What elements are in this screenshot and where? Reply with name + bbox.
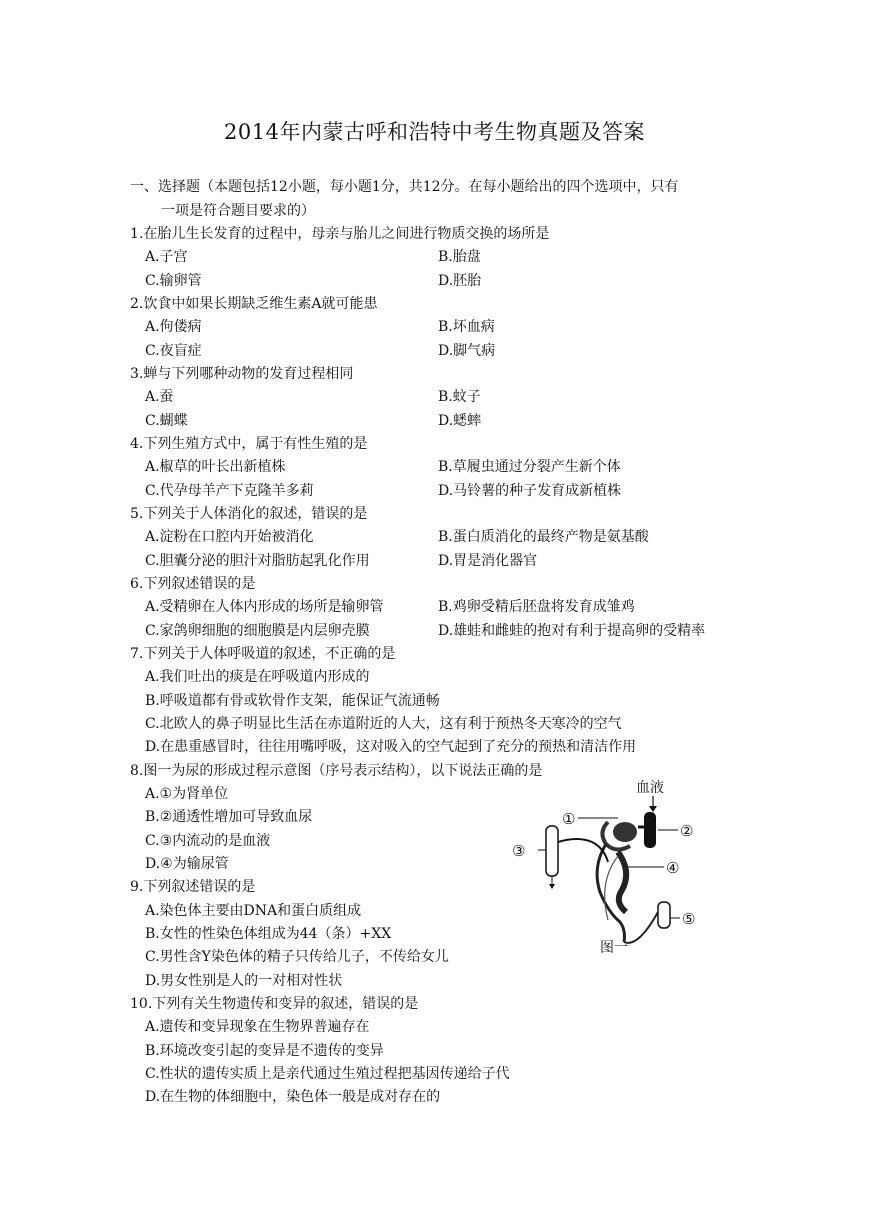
option: C.夜盲症 [145, 343, 202, 359]
option: B.草履虫通过分裂产生新个体 [438, 459, 621, 475]
question-stem: 7.下列关于人体呼吸道的叙述，不正确的是 [130, 646, 396, 662]
duct-arrow [549, 884, 555, 889]
option: A.受精卵在人体内形成的场所是输卵管 [145, 599, 384, 615]
option: A.椒草的叶长出新植株 [145, 459, 286, 475]
option: A.我们吐出的痰是在呼吸道内形成的 [145, 669, 370, 685]
label-2: ② [680, 822, 694, 840]
arrow-head [649, 806, 657, 812]
option: C.北欧人的鼻子明显比生活在赤道附近的人大，这有利于预热冬天寒冷的空气 [145, 716, 622, 732]
option: A.子宫 [145, 249, 188, 265]
option: C.③内流动的是血液 [145, 833, 271, 849]
option: D.蟋蟀 [438, 413, 482, 429]
option: B.胎盘 [438, 249, 481, 265]
question-stem: 1.在胎儿生长发育的过程中，母亲与胎儿之间进行物质交换的场所是 [130, 226, 550, 242]
question-stem: 4.下列生殖方式中，属于有性生殖的是 [130, 436, 368, 452]
blood-label: 血液 [636, 780, 664, 796]
label-5: ⑤ [682, 910, 696, 928]
option: B.环境改变引起的变异是不遗传的变异 [145, 1043, 384, 1059]
option: D.脚气病 [438, 343, 496, 359]
option: D.④为输尿管 [145, 856, 229, 872]
question-stem: 6.下列叙述错误的是 [130, 576, 256, 592]
option: D.雄蛙和雌蛙的抱对有利于提高卵的受精率 [438, 623, 706, 639]
question-stem: 2.饮食中如果长期缺乏维生素A就可能患 [130, 296, 378, 312]
figure-caption: 图一 [600, 940, 628, 956]
option: B.②通透性增加可导致血尿 [145, 809, 313, 825]
vessel-5 [658, 902, 670, 928]
option: A.蚕 [145, 389, 174, 405]
option: B.女性的性染色体组成为44（条）+XX [145, 926, 392, 942]
section-heading: 一、选择题（本题包括12小题，每小题1分，共12分。在每小题给出的四个选项中，只有 [130, 179, 679, 195]
question-stem: 3.蝉与下列哪种动物的发育过程相同 [130, 366, 354, 382]
label-4: ④ [666, 859, 680, 877]
option: A.①为肾单位 [145, 786, 229, 802]
label-1: ① [562, 810, 576, 828]
question-stem: 10.下列有关生物遗传和变异的叙述，错误的是 [130, 996, 419, 1012]
section-heading-cont: 一项是符合题目要求的） [161, 203, 315, 219]
label-3: ③ [512, 842, 526, 860]
question-stem: 5.下列关于人体消化的叙述，错误的是 [130, 506, 368, 522]
option: B.蛋白质消化的最终产物是氨基酸 [438, 529, 649, 545]
page-title: 2014年内蒙古呼和浩特中考生物真题及答案 [224, 120, 645, 144]
glomerulus [613, 822, 637, 842]
nephron-diagram [508, 772, 728, 962]
option: C.胆囊分泌的胆汁对脂肪起乳化作用 [145, 553, 370, 569]
option: C.输卵管 [145, 273, 202, 289]
option: B.鸡卵受精后胚盘将发育成雏鸡 [438, 599, 635, 615]
capillary-network [618, 852, 626, 912]
option: C.男性含Y染色体的精子只传给儿子，不传给女儿 [145, 949, 449, 965]
option: D.马铃薯的种子发育成新植株 [438, 483, 622, 499]
option: C.代孕母羊产下克隆羊多莉 [145, 483, 314, 499]
question-stem: 8.图一为尿的形成过程示意图（序号表示结构），以下说法正确的是 [130, 763, 543, 779]
option: B.蚊子 [438, 389, 481, 405]
option: D.男女性别是人的一对相对性状 [145, 973, 343, 989]
option: D.在生物的体细胞中，染色体一般是成对存在的 [145, 1089, 441, 1105]
option: D.胃是消化器官 [438, 553, 538, 569]
option: A.染色体主要由DNA和蛋白质组成 [145, 903, 362, 919]
option: D.在患重感冒时，往往用嘴呼吸，这对吸入的空气起到了充分的预热和清洁作用 [145, 739, 637, 755]
option: A.遗传和变异现象在生物界普遍存在 [145, 1019, 370, 1035]
option: C.性状的遗传实质上是亲代通过生殖过程把基因传递给子代 [145, 1066, 510, 1082]
option: C.蝴蝶 [145, 413, 188, 429]
option: D.胚胎 [438, 273, 482, 289]
vessel-5-link [624, 912, 658, 943]
option: A.淀粉在口腔内开始被消化 [145, 529, 314, 545]
option: C.家鸽卵细胞的细胞膜是内层卵壳膜 [145, 623, 370, 639]
collecting-duct [546, 826, 558, 876]
vessel-2 [644, 812, 656, 848]
option: B.坏血病 [438, 319, 495, 335]
question-stem: 9.下列叙述错误的是 [130, 879, 256, 895]
option: A.佝偻病 [145, 319, 202, 335]
option: B.呼吸道都有骨或软骨作支架，能保证气流通畅 [145, 693, 440, 709]
